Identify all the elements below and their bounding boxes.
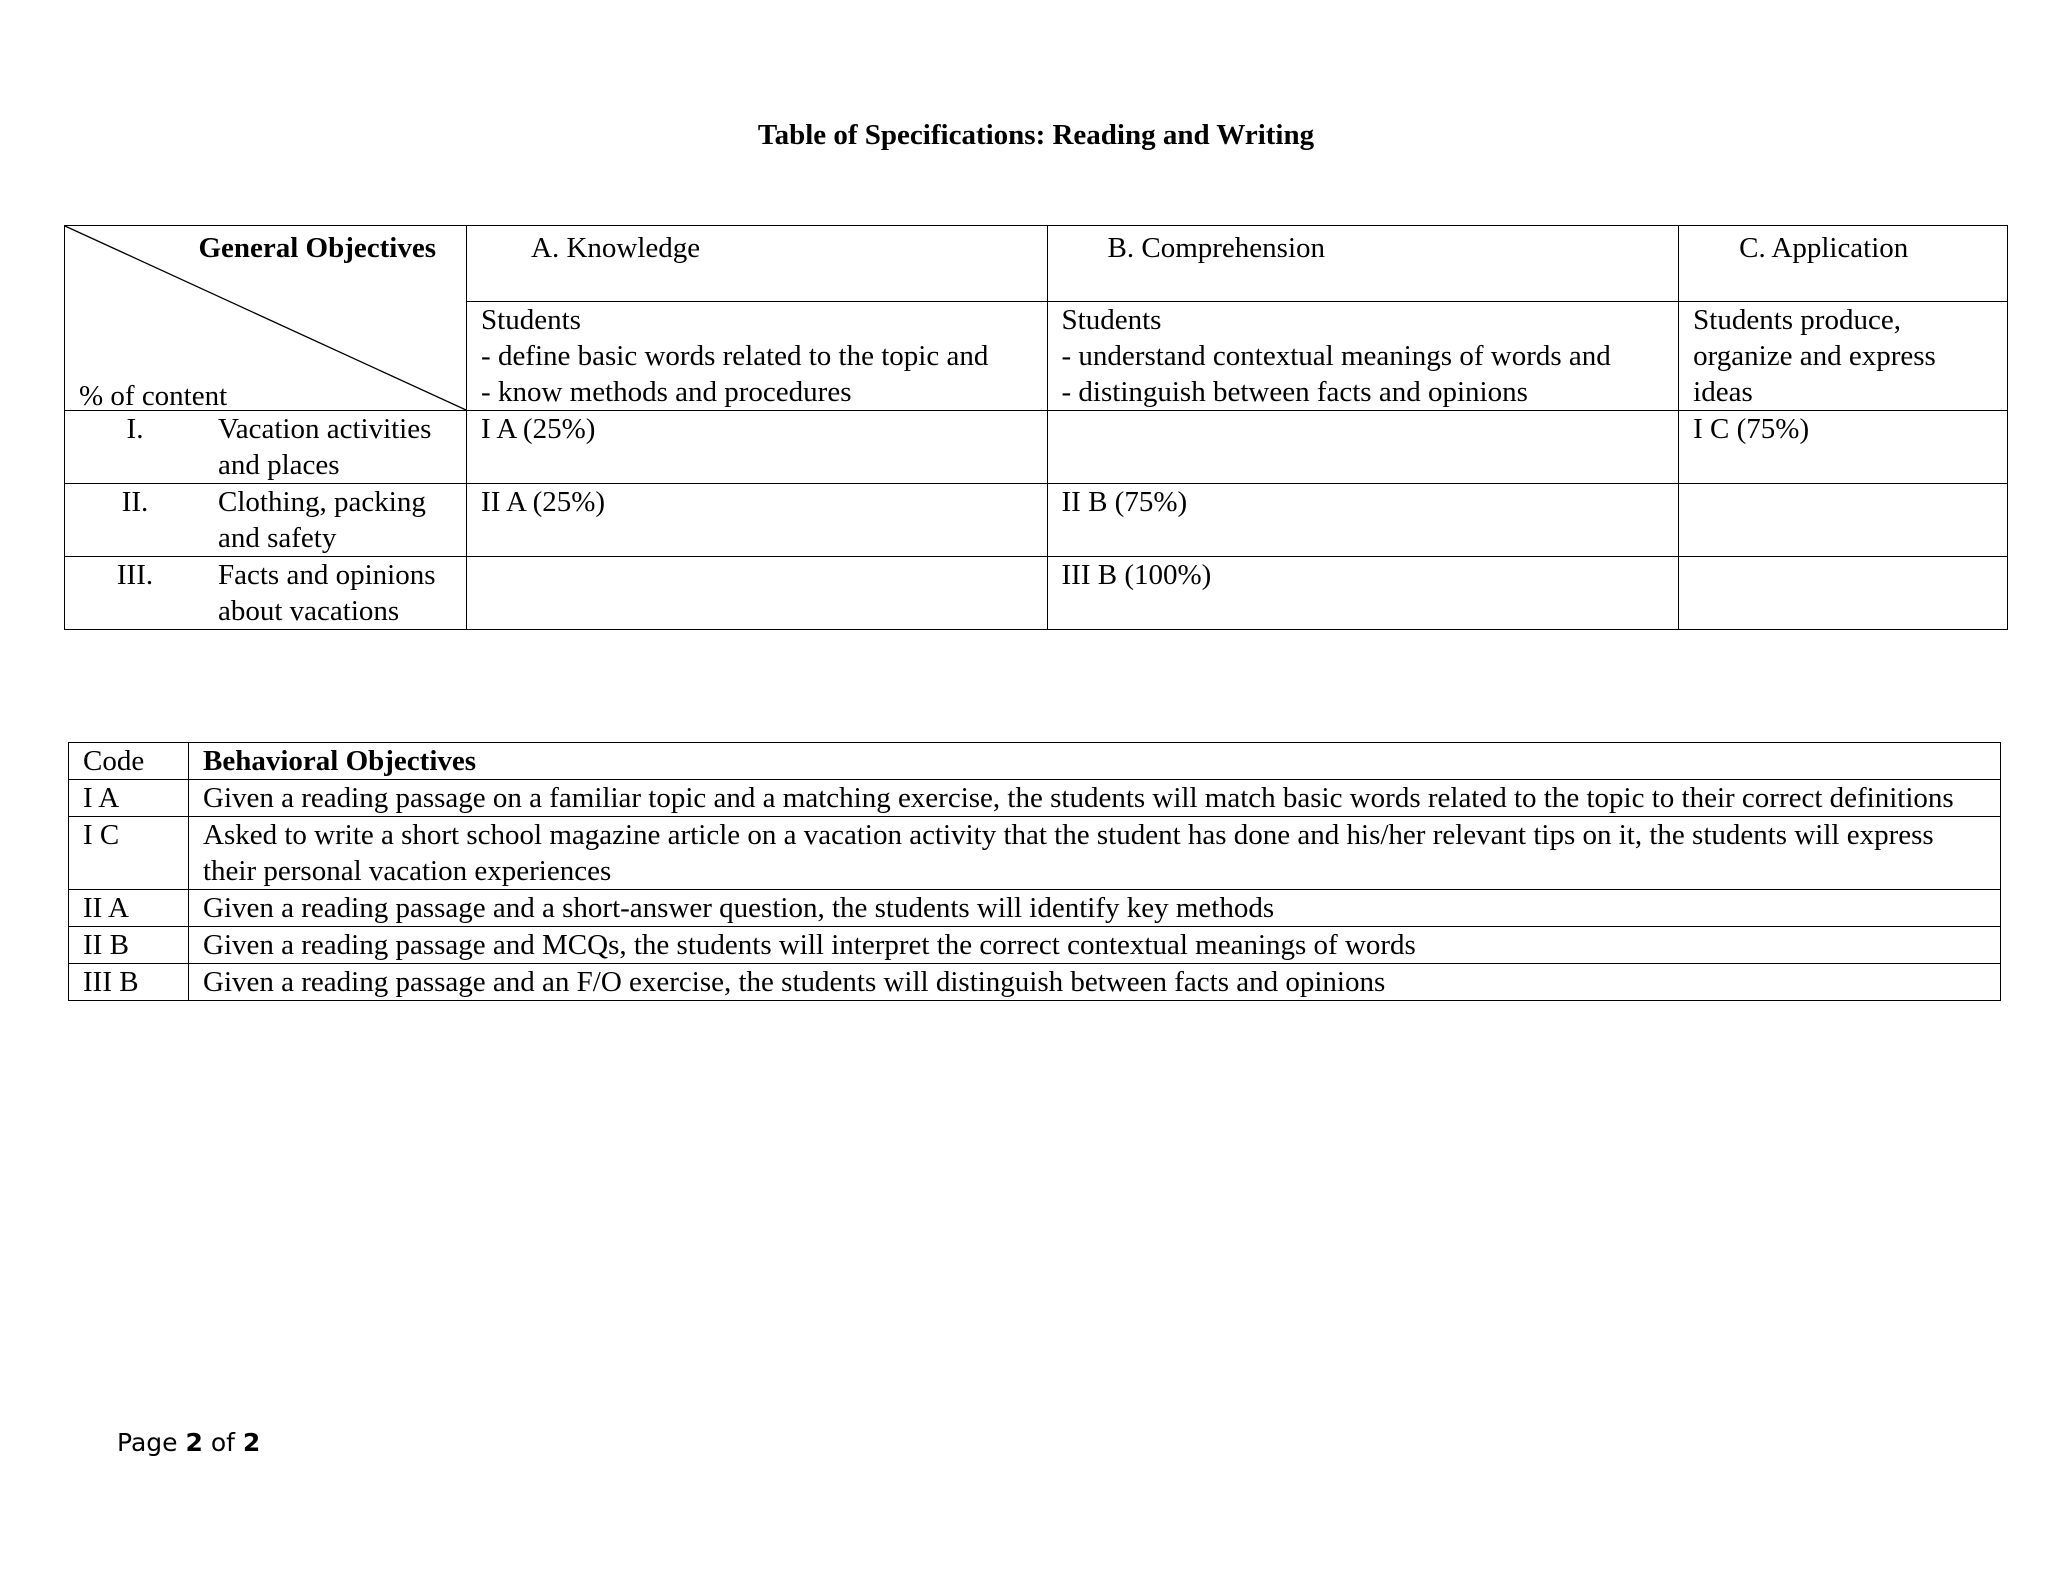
topic-text: Clothing, packing and safety bbox=[218, 486, 426, 554]
behavioral-header-row bbox=[69, 743, 2001, 780]
description-line: - understand contextual meanings of words and bbox=[1061, 340, 1611, 372]
objective-code: II A bbox=[69, 890, 189, 927]
topic-text: Vacation activities and places bbox=[218, 413, 432, 481]
comprehension-description bbox=[1047, 302, 1679, 411]
spec-cell: II A (25%) bbox=[467, 484, 1047, 557]
objective-text: Given a reading passage on a familiar topic and a matching exercise, the students will match basic words related to the topic to their correct definitions bbox=[189, 780, 2001, 817]
table-row bbox=[65, 557, 2008, 630]
spec-header-row bbox=[65, 226, 2008, 302]
page-word: Page bbox=[117, 1428, 178, 1457]
description-line: Students bbox=[481, 304, 581, 336]
spec-cell: II B (75%) bbox=[1047, 484, 1679, 557]
description-line: Students produce, bbox=[1693, 304, 1901, 336]
page-number-footer bbox=[117, 1428, 260, 1458]
topic-number: II. bbox=[121, 486, 149, 518]
table-row bbox=[69, 964, 2001, 1001]
description-line: - know methods and procedures bbox=[481, 376, 852, 408]
spec-cell: I A (25%) bbox=[467, 411, 1047, 484]
objective-code: I A bbox=[69, 780, 189, 817]
spec-cell: I C (75%) bbox=[1679, 411, 2008, 484]
description-line: ideas bbox=[1693, 376, 1753, 408]
code-header: Code bbox=[69, 743, 189, 780]
topic-number: III. bbox=[116, 559, 154, 591]
objective-text: Given a reading passage and an F/O exercise, the students will distinguish between facts and opinions bbox=[189, 964, 2001, 1001]
page-title: Table of Specifications: Reading and Writing bbox=[757, 119, 1315, 151]
spec-cell bbox=[1679, 557, 2008, 630]
table-row bbox=[69, 927, 2001, 964]
column-heading-application: C. Application bbox=[1679, 226, 2008, 302]
percent-of-content-label: % of content bbox=[79, 380, 228, 412]
behavioral-objectives-header: Behavioral Objectives bbox=[189, 743, 2001, 780]
description-line: organize and express bbox=[1693, 340, 1936, 372]
column-heading-comprehension: B. Comprehension bbox=[1047, 226, 1679, 302]
description-line: - distinguish between facts and opinions bbox=[1061, 376, 1528, 408]
topic-cell bbox=[65, 411, 467, 484]
topic-number: I. bbox=[126, 413, 144, 445]
description-line: - define basic words related to the topic and bbox=[481, 340, 989, 372]
current-page-number: 2 bbox=[185, 1428, 203, 1457]
application-description bbox=[1679, 302, 2008, 411]
of-word: of bbox=[210, 1428, 235, 1457]
table-row bbox=[69, 890, 2001, 927]
objective-code: I C bbox=[69, 817, 189, 890]
corner-cell bbox=[65, 226, 467, 411]
table-row bbox=[65, 484, 2008, 557]
general-objectives-label: General Objectives bbox=[198, 232, 437, 264]
total-pages-number: 2 bbox=[242, 1428, 261, 1457]
objective-text: Given a reading passage and a short-answer question, the students will identify key methods bbox=[189, 890, 2001, 927]
specification-table bbox=[64, 225, 2008, 630]
topic-text: Facts and opinions about vacations bbox=[218, 559, 436, 627]
topic-cell bbox=[65, 557, 467, 630]
spec-cell bbox=[467, 557, 1047, 630]
description-line: Students bbox=[1061, 304, 1162, 336]
objective-text: Asked to write a short school magazine article on a vacation activity that the student has done and his/her relevant tips on it, the students will express their personal vacation experiences bbox=[189, 817, 2001, 890]
table-row bbox=[65, 411, 2008, 484]
spec-cell: III B (100%) bbox=[1047, 557, 1679, 630]
table-row bbox=[69, 780, 2001, 817]
objective-text: Given a reading passage and MCQs, the students will interpret the correct contextual meanings of words bbox=[189, 927, 2001, 964]
spec-cell bbox=[1679, 484, 2008, 557]
knowledge-description bbox=[467, 302, 1047, 411]
spec-cell bbox=[1047, 411, 1679, 484]
objective-code: II B bbox=[69, 927, 189, 964]
behavioral-objectives-table bbox=[68, 742, 2001, 1001]
table-row bbox=[69, 817, 2001, 890]
column-heading-knowledge: A. Knowledge bbox=[467, 226, 1047, 302]
topic-cell bbox=[65, 484, 467, 557]
objective-code: III B bbox=[69, 964, 189, 1001]
